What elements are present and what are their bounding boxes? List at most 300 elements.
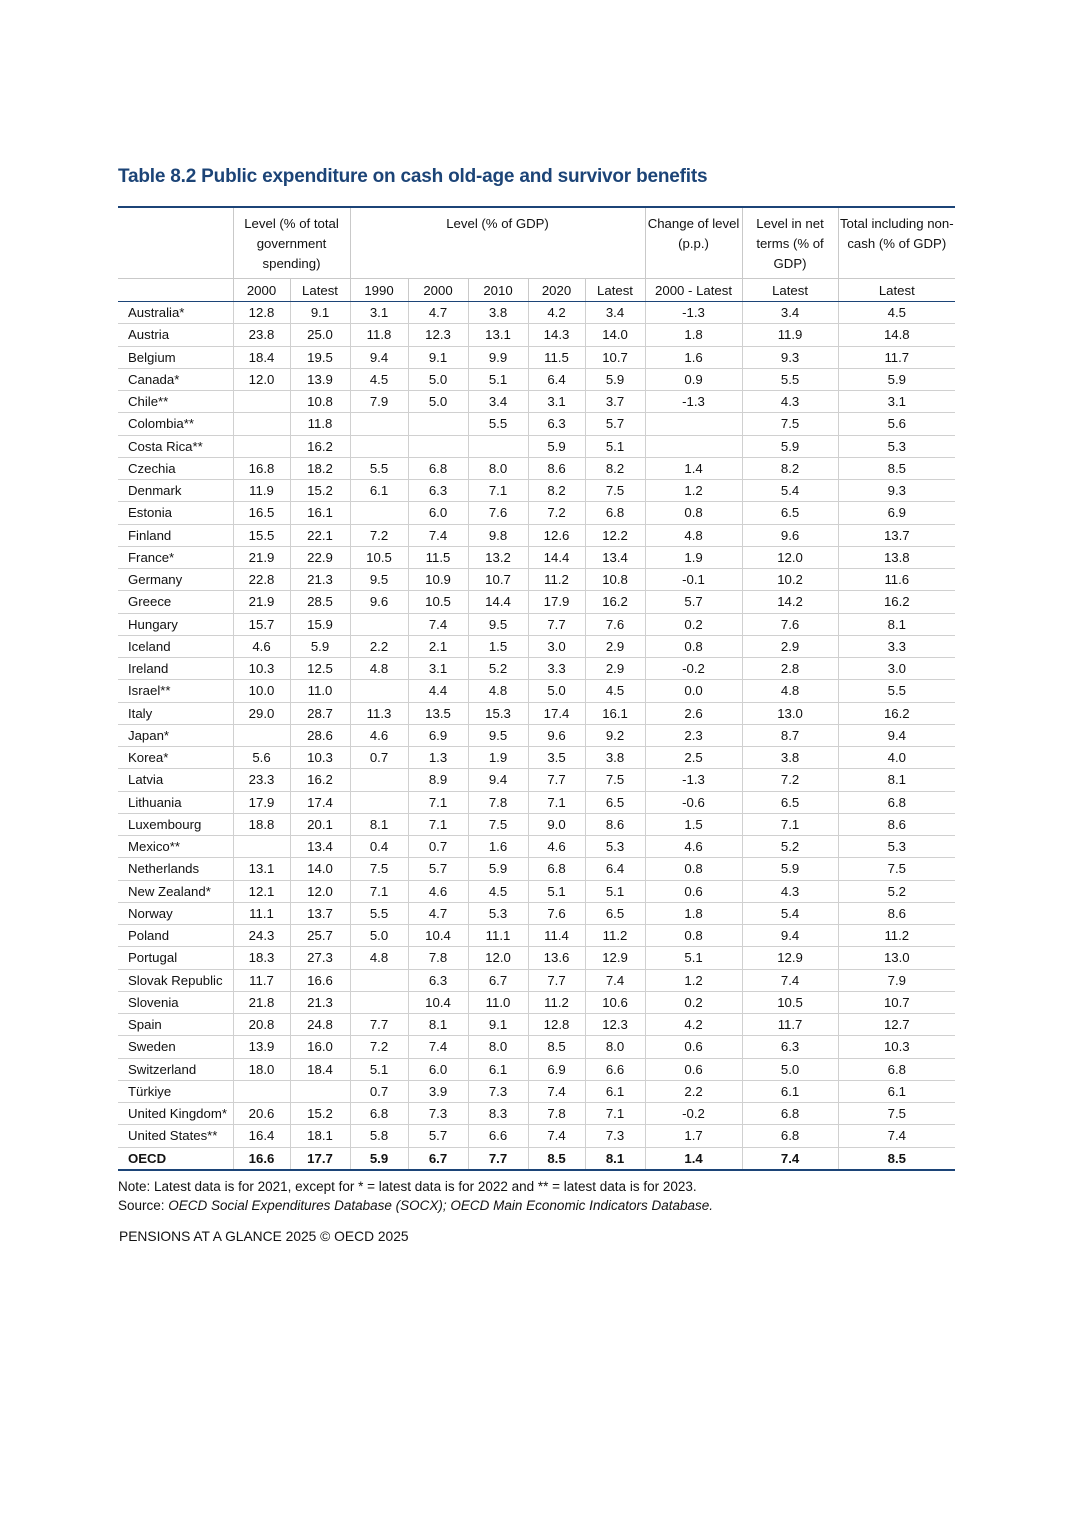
header-group-total: Total including non-cash (% of GDP) xyxy=(838,207,955,279)
value-cell: 13.8 xyxy=(838,546,955,568)
value-cell: 0.0 xyxy=(645,680,742,702)
value-cell: 19.5 xyxy=(290,346,350,368)
country-cell: Czechia xyxy=(118,457,233,479)
value-cell: 1.8 xyxy=(645,902,742,924)
subheader-cell: 2000 - Latest xyxy=(645,279,742,302)
value-cell: 6.6 xyxy=(585,1058,645,1080)
table-row xyxy=(118,880,955,902)
value-cell: 8.2 xyxy=(585,457,645,479)
value-cell: 5.9 xyxy=(838,368,955,390)
value-cell: 2.8 xyxy=(742,658,838,680)
value-cell: 6.0 xyxy=(408,502,468,524)
header-group-net: Level in net terms (% of GDP) xyxy=(742,207,838,279)
value-cell: 0.2 xyxy=(645,991,742,1013)
value-cell: 6.9 xyxy=(408,724,468,746)
value-cell: 4.5 xyxy=(585,680,645,702)
value-cell: 10.9 xyxy=(408,569,468,591)
value-cell: 2.2 xyxy=(350,635,408,657)
table-row xyxy=(118,346,955,368)
value-cell: 21.9 xyxy=(233,591,290,613)
value-cell: 5.0 xyxy=(742,1058,838,1080)
country-cell: Türkiye xyxy=(118,1080,233,1102)
country-cell: Australia* xyxy=(118,302,233,324)
value-cell: 9.6 xyxy=(742,524,838,546)
value-cell: 4.5 xyxy=(350,368,408,390)
value-cell: 4.6 xyxy=(408,880,468,902)
value-cell: 20.8 xyxy=(233,1014,290,1036)
value-cell: 5.3 xyxy=(838,435,955,457)
value-cell: 11.7 xyxy=(742,1014,838,1036)
value-cell: 2.1 xyxy=(408,635,468,657)
value-cell: 7.4 xyxy=(408,1036,468,1058)
value-cell: 7.8 xyxy=(408,947,468,969)
value-cell: 7.2 xyxy=(350,1036,408,1058)
value-cell: 12.2 xyxy=(585,524,645,546)
value-cell: 6.3 xyxy=(408,480,468,502)
value-cell: 7.8 xyxy=(528,1103,585,1125)
value-cell: 13.0 xyxy=(742,702,838,724)
country-cell: Netherlands xyxy=(118,858,233,880)
table-row xyxy=(118,969,955,991)
value-cell: 17.9 xyxy=(528,591,585,613)
value-cell: 0.6 xyxy=(645,880,742,902)
table-row xyxy=(118,1014,955,1036)
country-cell: Ireland xyxy=(118,658,233,680)
value-cell: 9.5 xyxy=(350,569,408,591)
table-row xyxy=(118,1103,955,1125)
value-cell: 7.3 xyxy=(468,1080,528,1102)
value-cell: 7.1 xyxy=(528,791,585,813)
value-cell: 1.4 xyxy=(645,1147,742,1170)
value-cell: 4.0 xyxy=(838,747,955,769)
value-cell: 4.8 xyxy=(350,658,408,680)
value-cell xyxy=(350,791,408,813)
header-group-change: Change of level (p.p.) xyxy=(645,207,742,279)
value-cell: 3.1 xyxy=(350,302,408,324)
value-cell: 4.7 xyxy=(408,902,468,924)
value-cell: 6.6 xyxy=(468,1125,528,1147)
value-cell: 1.4 xyxy=(645,457,742,479)
value-cell: 6.8 xyxy=(408,457,468,479)
value-cell: 11.2 xyxy=(585,925,645,947)
subheader-cell: 2010 xyxy=(468,279,528,302)
country-cell: Lithuania xyxy=(118,791,233,813)
value-cell: 7.3 xyxy=(408,1103,468,1125)
value-cell: 16.4 xyxy=(233,1125,290,1147)
value-cell: 11.5 xyxy=(408,546,468,568)
value-cell: 8.9 xyxy=(408,769,468,791)
value-cell: 0.8 xyxy=(645,635,742,657)
value-cell: 12.9 xyxy=(585,947,645,969)
value-cell: -0.6 xyxy=(645,791,742,813)
value-cell: 13.0 xyxy=(838,947,955,969)
value-cell: 5.0 xyxy=(350,925,408,947)
value-cell: 8.5 xyxy=(528,1147,585,1170)
value-cell: 21.9 xyxy=(233,546,290,568)
value-cell: 16.0 xyxy=(290,1036,350,1058)
value-cell: -0.2 xyxy=(645,658,742,680)
value-cell: 9.1 xyxy=(408,346,468,368)
value-cell: 7.2 xyxy=(528,502,585,524)
value-cell: 7.3 xyxy=(585,1125,645,1147)
value-cell: 7.1 xyxy=(350,880,408,902)
value-cell: 3.8 xyxy=(468,302,528,324)
table-row xyxy=(118,502,955,524)
table-row xyxy=(118,836,955,858)
country-cell: Slovenia xyxy=(118,991,233,1013)
value-cell: -0.1 xyxy=(645,569,742,591)
value-cell: 17.4 xyxy=(528,702,585,724)
value-cell: 3.5 xyxy=(528,747,585,769)
value-cell: 5.3 xyxy=(838,836,955,858)
subheader-cell: 2000 xyxy=(233,279,290,302)
value-cell: 7.4 xyxy=(838,1125,955,1147)
value-cell: 16.8 xyxy=(233,457,290,479)
value-cell: 6.8 xyxy=(350,1103,408,1125)
value-cell: 3.8 xyxy=(585,747,645,769)
table-row xyxy=(118,435,955,457)
value-cell: 7.7 xyxy=(528,969,585,991)
table-row xyxy=(118,991,955,1013)
value-cell: 4.7 xyxy=(408,302,468,324)
value-cell: 8.6 xyxy=(838,902,955,924)
table-row xyxy=(118,524,955,546)
subheader-cell: Latest xyxy=(585,279,645,302)
value-cell xyxy=(408,413,468,435)
value-cell: 7.1 xyxy=(468,480,528,502)
value-cell: 6.8 xyxy=(838,791,955,813)
value-cell: 22.8 xyxy=(233,569,290,591)
table-row xyxy=(118,1125,955,1147)
value-cell: 13.4 xyxy=(290,836,350,858)
subheader-cell: 2020 xyxy=(528,279,585,302)
country-cell: Costa Rica** xyxy=(118,435,233,457)
note-text: Note: Latest data is for 2021, except for * = latest data is for 2022 and ** = latest data is for 2023. xyxy=(118,1179,697,1194)
table-row xyxy=(118,1036,955,1058)
value-cell: 8.6 xyxy=(585,813,645,835)
value-cell: 13.4 xyxy=(585,546,645,568)
value-cell: 9.4 xyxy=(468,769,528,791)
value-cell: 16.1 xyxy=(290,502,350,524)
value-cell: 6.8 xyxy=(585,502,645,524)
value-cell: 21.3 xyxy=(290,991,350,1013)
value-cell: 6.5 xyxy=(742,791,838,813)
value-cell: 7.8 xyxy=(468,791,528,813)
value-cell: 13.1 xyxy=(468,324,528,346)
country-cell: Japan* xyxy=(118,724,233,746)
table-row xyxy=(118,947,955,969)
value-cell: 0.8 xyxy=(645,858,742,880)
value-cell: 7.4 xyxy=(742,1147,838,1170)
value-cell: -0.2 xyxy=(645,1103,742,1125)
value-cell: 15.9 xyxy=(290,613,350,635)
value-cell: 1.6 xyxy=(468,836,528,858)
value-cell: 5.1 xyxy=(468,368,528,390)
value-cell: 13.6 xyxy=(528,947,585,969)
value-cell: 10.3 xyxy=(290,747,350,769)
value-cell: 16.6 xyxy=(290,969,350,991)
value-cell: 8.3 xyxy=(468,1103,528,1125)
value-cell: 15.2 xyxy=(290,480,350,502)
value-cell: 4.4 xyxy=(408,680,468,702)
value-cell: 9.5 xyxy=(468,613,528,635)
value-cell: 9.1 xyxy=(290,302,350,324)
table-row xyxy=(118,747,955,769)
value-cell: 22.9 xyxy=(290,546,350,568)
table-row xyxy=(118,480,955,502)
value-cell: 23.8 xyxy=(233,324,290,346)
value-cell: 5.9 xyxy=(585,368,645,390)
subheader-cell: Latest xyxy=(742,279,838,302)
table-row xyxy=(118,813,955,835)
value-cell: 7.7 xyxy=(528,613,585,635)
value-cell: 12.8 xyxy=(233,302,290,324)
value-cell: 1.9 xyxy=(468,747,528,769)
value-cell: 8.5 xyxy=(528,1036,585,1058)
value-cell: 4.8 xyxy=(468,680,528,702)
value-cell: 16.1 xyxy=(585,702,645,724)
value-cell: 1.5 xyxy=(645,813,742,835)
value-cell: 2.6 xyxy=(645,702,742,724)
value-cell: 7.1 xyxy=(742,813,838,835)
value-cell: 7.2 xyxy=(350,524,408,546)
value-cell xyxy=(350,413,408,435)
value-cell: 12.6 xyxy=(528,524,585,546)
value-cell: 4.5 xyxy=(468,880,528,902)
value-cell: 14.4 xyxy=(528,546,585,568)
subheader-cell: 2000 xyxy=(408,279,468,302)
value-cell: 6.1 xyxy=(468,1058,528,1080)
value-cell: 7.7 xyxy=(350,1014,408,1036)
value-cell: 5.7 xyxy=(645,591,742,613)
subheader-cell: Latest xyxy=(838,279,955,302)
value-cell xyxy=(350,769,408,791)
value-cell: 5.9 xyxy=(742,858,838,880)
value-cell: 8.1 xyxy=(408,1014,468,1036)
value-cell: 12.3 xyxy=(408,324,468,346)
value-cell: 9.4 xyxy=(742,925,838,947)
value-cell: 10.5 xyxy=(408,591,468,613)
value-cell: 12.8 xyxy=(528,1014,585,1036)
value-cell: 21.8 xyxy=(233,991,290,1013)
value-cell: 5.7 xyxy=(408,858,468,880)
table-row xyxy=(118,457,955,479)
header-group-gov-spending: Level (% of total government spending) xyxy=(233,207,350,279)
value-cell: 3.0 xyxy=(838,658,955,680)
value-cell: 6.1 xyxy=(585,1080,645,1102)
value-cell: 7.1 xyxy=(408,813,468,835)
value-cell: 4.8 xyxy=(350,947,408,969)
subheader-row xyxy=(118,279,955,302)
value-cell: 18.1 xyxy=(290,1125,350,1147)
value-cell: 9.6 xyxy=(528,724,585,746)
value-cell: 11.8 xyxy=(350,324,408,346)
value-cell: 18.4 xyxy=(233,346,290,368)
value-cell: 14.2 xyxy=(742,591,838,613)
value-cell: 5.5 xyxy=(468,413,528,435)
value-cell: 6.4 xyxy=(585,858,645,880)
value-cell: 11.1 xyxy=(233,902,290,924)
value-cell: 9.4 xyxy=(838,724,955,746)
country-cell: Germany xyxy=(118,569,233,591)
value-cell: 11.6 xyxy=(838,569,955,591)
value-cell: 0.2 xyxy=(645,613,742,635)
value-cell: 6.5 xyxy=(742,502,838,524)
value-cell: 27.3 xyxy=(290,947,350,969)
table-row xyxy=(118,368,955,390)
value-cell: 5.1 xyxy=(585,435,645,457)
value-cell: 5.6 xyxy=(233,747,290,769)
value-cell: 23.3 xyxy=(233,769,290,791)
table-row xyxy=(118,658,955,680)
country-cell: United States** xyxy=(118,1125,233,1147)
value-cell: 28.6 xyxy=(290,724,350,746)
table-row xyxy=(118,591,955,613)
value-cell: 5.0 xyxy=(528,680,585,702)
value-cell: 9.2 xyxy=(585,724,645,746)
value-cell: 6.5 xyxy=(585,791,645,813)
value-cell: 10.3 xyxy=(838,1036,955,1058)
value-cell: 11.2 xyxy=(528,991,585,1013)
value-cell: 7.5 xyxy=(585,480,645,502)
value-cell: 7.4 xyxy=(742,969,838,991)
value-cell: 20.6 xyxy=(233,1103,290,1125)
value-cell: 1.3 xyxy=(408,747,468,769)
value-cell: 9.3 xyxy=(742,346,838,368)
value-cell: -1.3 xyxy=(645,302,742,324)
value-cell: 5.5 xyxy=(742,368,838,390)
total-row xyxy=(118,1147,955,1170)
value-cell: 18.4 xyxy=(290,1058,350,1080)
country-cell: Colombia** xyxy=(118,413,233,435)
value-cell: 15.2 xyxy=(290,1103,350,1125)
table-row xyxy=(118,413,955,435)
value-cell: 4.8 xyxy=(742,680,838,702)
value-cell xyxy=(350,435,408,457)
value-cell: 8.1 xyxy=(838,613,955,635)
value-cell: 5.5 xyxy=(350,457,408,479)
value-cell: 5.3 xyxy=(585,836,645,858)
table-row xyxy=(118,1058,955,1080)
value-cell: 1.9 xyxy=(645,546,742,568)
value-cell: 9.8 xyxy=(468,524,528,546)
table-row xyxy=(118,302,955,324)
value-cell: -1.3 xyxy=(645,769,742,791)
value-cell: 2.9 xyxy=(585,658,645,680)
value-cell: 17.9 xyxy=(233,791,290,813)
value-cell: 21.3 xyxy=(290,569,350,591)
value-cell: 8.6 xyxy=(528,457,585,479)
value-cell: 16.2 xyxy=(585,591,645,613)
value-cell: 0.6 xyxy=(645,1058,742,1080)
subheader-cell: Latest xyxy=(290,279,350,302)
value-cell xyxy=(233,413,290,435)
value-cell: 11.5 xyxy=(528,346,585,368)
value-cell: 28.7 xyxy=(290,702,350,724)
value-cell: 8.2 xyxy=(528,480,585,502)
value-cell: 13.1 xyxy=(233,858,290,880)
value-cell: 5.5 xyxy=(350,902,408,924)
value-cell: 11.9 xyxy=(742,324,838,346)
table-notes xyxy=(118,1177,713,1215)
value-cell: 12.0 xyxy=(742,546,838,568)
value-cell: 20.1 xyxy=(290,813,350,835)
value-cell: 12.3 xyxy=(585,1014,645,1036)
value-cell: 10.6 xyxy=(585,991,645,1013)
value-cell: 3.0 xyxy=(528,635,585,657)
value-cell: 16.2 xyxy=(838,591,955,613)
value-cell: 8.0 xyxy=(585,1036,645,1058)
value-cell: 9.9 xyxy=(468,346,528,368)
country-cell: OECD xyxy=(128,1150,167,1166)
value-cell: 5.2 xyxy=(838,880,955,902)
value-cell: 10.5 xyxy=(742,991,838,1013)
value-cell: 3.7 xyxy=(585,391,645,413)
value-cell: 6.0 xyxy=(408,1058,468,1080)
value-cell: 24.8 xyxy=(290,1014,350,1036)
value-cell: 11.0 xyxy=(290,680,350,702)
value-cell xyxy=(645,413,742,435)
value-cell: 9.3 xyxy=(838,480,955,502)
table-row xyxy=(118,902,955,924)
table-body xyxy=(118,302,955,1170)
country-cell: Iceland xyxy=(118,635,233,657)
value-cell: 8.6 xyxy=(838,813,955,835)
value-cell: 6.8 xyxy=(742,1103,838,1125)
value-cell: 3.1 xyxy=(408,658,468,680)
country-cell: Chile** xyxy=(118,391,233,413)
value-cell: 13.7 xyxy=(290,902,350,924)
value-cell: 5.0 xyxy=(408,391,468,413)
value-cell: 5.1 xyxy=(350,1058,408,1080)
value-cell: 4.6 xyxy=(350,724,408,746)
value-cell: 13.9 xyxy=(233,1036,290,1058)
value-cell: 8.5 xyxy=(838,457,955,479)
value-cell: 2.3 xyxy=(645,724,742,746)
value-cell: 6.3 xyxy=(742,1036,838,1058)
value-cell: 16.6 xyxy=(233,1147,290,1170)
value-cell: 0.4 xyxy=(350,836,408,858)
value-cell: 4.3 xyxy=(742,880,838,902)
value-cell: 13.7 xyxy=(838,524,955,546)
value-cell xyxy=(468,435,528,457)
value-cell: 6.9 xyxy=(838,502,955,524)
source-label: Source: xyxy=(118,1198,169,1213)
value-cell: 16.2 xyxy=(290,435,350,457)
value-cell: 14.3 xyxy=(528,324,585,346)
value-cell: 7.5 xyxy=(350,858,408,880)
value-cell: 10.2 xyxy=(742,569,838,591)
value-cell: 5.1 xyxy=(645,947,742,969)
value-cell: 16.2 xyxy=(290,769,350,791)
value-cell: 6.8 xyxy=(838,1058,955,1080)
value-cell: 5.2 xyxy=(742,836,838,858)
value-cell: 0.8 xyxy=(645,502,742,524)
value-cell: 15.5 xyxy=(233,524,290,546)
country-cell: Hungary xyxy=(118,613,233,635)
value-cell xyxy=(290,1080,350,1102)
value-cell: 14.0 xyxy=(585,324,645,346)
value-cell: 4.5 xyxy=(838,302,955,324)
value-cell: 7.5 xyxy=(838,858,955,880)
value-cell: 12.5 xyxy=(290,658,350,680)
value-cell: 11.3 xyxy=(350,702,408,724)
value-cell: 3.4 xyxy=(585,302,645,324)
value-cell: 11.2 xyxy=(528,569,585,591)
value-cell: 7.1 xyxy=(408,791,468,813)
country-cell: Estonia xyxy=(118,502,233,524)
value-cell: 11.1 xyxy=(468,925,528,947)
